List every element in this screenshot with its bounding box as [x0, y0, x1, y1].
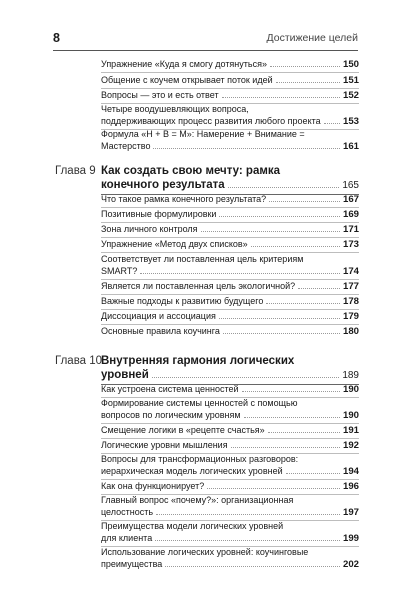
toc-page-number: 179 [342, 311, 359, 322]
dot-leader [156, 514, 340, 515]
dot-leader [153, 148, 340, 149]
toc-entry-title: целостность [101, 506, 154, 517]
dot-leader [207, 488, 340, 489]
toc-page-number: 199 [342, 532, 359, 544]
toc-entry-title: Общение с коучем открывает поток идей [101, 75, 273, 85]
dot-leader [266, 303, 340, 304]
toc-page-number: 190 [342, 384, 359, 395]
toc-entry[interactable] [101, 481, 359, 493]
header-rule [53, 50, 358, 51]
dot-leader [286, 473, 340, 474]
toc-page-number: 189 [342, 369, 359, 381]
dot-leader [219, 318, 340, 319]
dot-leader [231, 447, 340, 448]
toc-entry-title: Позитивные формулировки [101, 209, 217, 219]
chapter-heading[interactable] [101, 355, 359, 382]
toc-entry[interactable] [101, 311, 359, 323]
entry-separator [101, 294, 359, 295]
dot-leader [324, 123, 340, 124]
toc-entry[interactable] [101, 209, 359, 221]
toc-entry-title: Важные подходы к развитию будущего [101, 296, 264, 306]
toc-entry-title: для клиента [101, 532, 153, 543]
toc-page-number: 194 [342, 465, 359, 477]
toc-page-number: 190 [342, 409, 359, 421]
toc-entry[interactable] [101, 454, 359, 477]
entry-separator [101, 479, 359, 480]
toc-entry-title-line1: Преимущества модели логических уровней [101, 521, 284, 531]
toc-entry[interactable] [101, 224, 359, 236]
toc-page-number: 152 [342, 90, 359, 101]
dot-leader [223, 333, 340, 334]
dot-leader [222, 97, 340, 98]
toc-entry[interactable] [101, 547, 359, 570]
chapter-title: уровней [101, 368, 149, 381]
toc-entry[interactable] [101, 495, 359, 518]
toc-entry[interactable] [101, 104, 359, 127]
dot-leader [140, 273, 340, 274]
toc-entry-title: иерархическая модель логических уровней [101, 465, 283, 476]
entry-separator [101, 88, 359, 89]
toc-entry[interactable] [101, 326, 359, 338]
toc-entry-title-line1: Соответствует ли поставленная цель критериям [101, 254, 304, 264]
entry-separator [101, 279, 359, 280]
entry-separator [101, 309, 359, 310]
dot-leader [268, 432, 340, 433]
toc-page-number: 178 [342, 296, 359, 307]
dot-leader [269, 201, 340, 202]
dot-leader [219, 216, 340, 217]
toc-page-number: 153 [342, 115, 359, 127]
toc-entry-title: Мастерство [101, 140, 151, 151]
dot-leader [201, 231, 340, 232]
toc-page-number: 161 [342, 140, 359, 152]
toc-entry-title-line1: Формула «Н + В = М»: Намерение + Внимание = [101, 129, 305, 139]
toc-entry-title: преимущества [101, 558, 163, 569]
toc-entry-title: Вопросы — это и есть ответ [101, 90, 219, 100]
toc-entry[interactable] [101, 440, 359, 452]
toc-page-number: 177 [342, 281, 359, 292]
toc-entry[interactable] [101, 521, 359, 544]
chapter-title-line1: Как создать свою мечту: рамка [101, 165, 280, 177]
page-header [53, 31, 358, 49]
toc-entry-title: Как устроена система ценностей [101, 384, 239, 394]
toc-entry-title: Диссоциация и ассоциация [101, 311, 216, 321]
toc-entry-title: SMART? [101, 265, 138, 276]
dot-leader [270, 66, 340, 67]
dot-leader [276, 82, 340, 83]
toc-entry-title: Основные правила коучинга [101, 326, 220, 336]
toc-entry-title: Является ли поставленная цель экологичной? [101, 281, 296, 291]
entry-separator [101, 324, 359, 325]
toc-entry[interactable] [101, 59, 359, 71]
toc-entry[interactable] [101, 425, 359, 437]
toc-page-number: 171 [342, 224, 359, 235]
dot-leader [228, 187, 340, 188]
toc-page-number: 191 [342, 425, 359, 436]
toc-page-number: 169 [342, 209, 359, 220]
toc-entry[interactable] [101, 384, 359, 396]
toc-page-number: 150 [342, 59, 359, 70]
toc-entry-title: Что такое рамка конечного результата? [101, 194, 267, 204]
dot-leader [251, 246, 340, 247]
dot-leader [244, 417, 340, 418]
chapter-label: Глава 9 [55, 165, 96, 177]
toc-entry-title: Упражнение «Метод двух списков» [101, 239, 248, 249]
dot-leader [155, 540, 340, 541]
chapter-title-line1: Внутренняя гармония логических [101, 355, 295, 367]
dot-leader [165, 566, 340, 567]
toc-page-number: 202 [342, 558, 359, 570]
toc-entry-title: Зона личного контроля [101, 224, 198, 234]
entry-separator [101, 423, 359, 424]
chapter-heading[interactable] [101, 165, 359, 192]
toc-page-number: 197 [342, 506, 359, 518]
toc-entry[interactable] [101, 90, 359, 102]
toc-entry-title: Смещение логики в «рецепте счастья» [101, 425, 265, 435]
toc-entry-title-line1: Главный вопрос «почему?»: организационная [101, 495, 294, 505]
toc-entry-title: Как она функционирует? [101, 481, 205, 491]
toc-entry-title: вопросов по логическим уровням [101, 409, 241, 420]
entry-separator [101, 72, 359, 73]
toc-entry[interactable] [101, 129, 359, 152]
entry-separator [101, 222, 359, 223]
toc-entry-title-line1: Формирование системы ценностей с помощью [101, 398, 298, 408]
toc-entry[interactable] [101, 239, 359, 251]
dot-leader [242, 391, 340, 392]
dot-leader [298, 288, 340, 289]
toc-page-number: 192 [342, 440, 359, 451]
toc-entry[interactable] [101, 281, 359, 293]
toc-entry[interactable] [101, 75, 359, 87]
chapter-label: Глава 10 [55, 355, 103, 367]
entry-separator [101, 438, 359, 439]
chapter-title: конечного результата [101, 178, 225, 191]
toc-entry-title-line1: Использование логических уровней: коучинговые [101, 547, 309, 557]
toc-entry-title: Упражнение «Куда я смогу дотянуться» [101, 59, 267, 69]
dot-leader [152, 377, 340, 378]
toc-entry-title: поддерживающих процесс развития любого проекта [101, 115, 321, 126]
toc-entry[interactable] [101, 254, 359, 277]
toc-entry[interactable] [101, 398, 359, 421]
toc-page-number: 174 [342, 265, 359, 277]
toc-page-number: 167 [342, 194, 359, 205]
entry-separator [101, 252, 359, 253]
toc-entry-title-line1: Вопросы для трансформационных разговоров: [101, 454, 299, 464]
toc-entry-title: Логические уровни мышления [101, 440, 228, 450]
toc-page-number: 180 [342, 326, 359, 337]
entry-separator [101, 207, 359, 208]
entry-separator [101, 237, 359, 238]
toc-page-number: 173 [342, 239, 359, 250]
page-number: 8 [53, 31, 60, 45]
toc-page-number: 165 [342, 179, 359, 191]
running-title: Достижение целей [266, 32, 358, 44]
toc-page-number: 196 [342, 481, 359, 492]
toc-entry[interactable] [101, 296, 359, 308]
toc-entry[interactable] [101, 194, 359, 206]
toc-page-number: 151 [342, 75, 359, 86]
toc-entry-title-line1: Четыре воодушевляющих вопроса, [101, 104, 249, 114]
